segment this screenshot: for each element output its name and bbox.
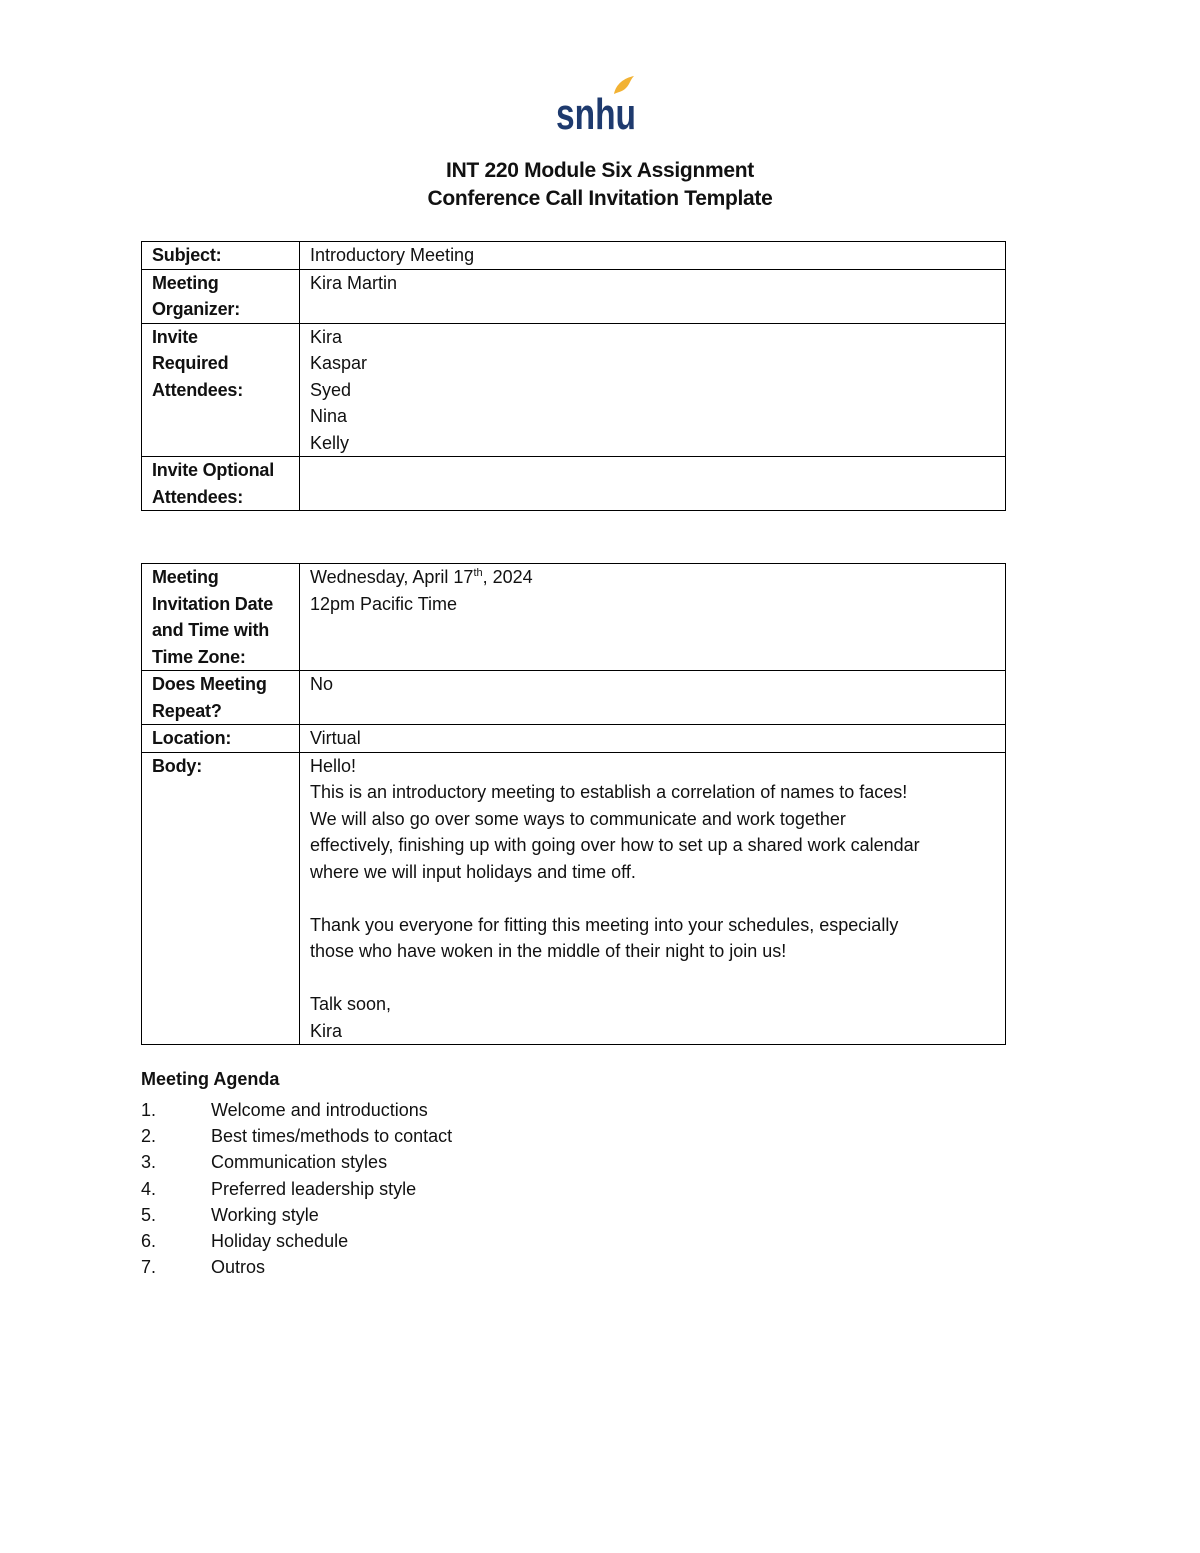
optional-attendees-value <box>300 457 1006 511</box>
datetime-row <box>142 564 1006 671</box>
list-item: 3. Communication styles <box>141 1152 388 1173</box>
meeting-time: 12pm Pacific Time <box>310 593 458 614</box>
body-value: Hello! This is an introductory meeting to establish a correlation of names to faces! We will also go over some ways to communicate and work together effectively, finishing up with going over how to set up a shared work calendar where we will input holidays and time off. Thank you everyone for fitting this meeting into your schedules, especially those who have woken in the middle of their night to join us! Talk soon, Kira <box>300 752 1006 1045</box>
repeat-label: Does Meeting Repeat? <box>142 671 300 725</box>
attendee-name: Nina <box>310 406 348 426</box>
list-item: 2. Best times/methods to contact <box>141 1126 453 1147</box>
optional-attendees-label: Invite Optional Attendees: <box>142 457 300 511</box>
agenda-title: Meeting Agenda <box>141 1069 280 1089</box>
attendees-table <box>141 241 1006 511</box>
repeat-value: No <box>300 671 1006 725</box>
required-attendees-row <box>142 323 1006 457</box>
optional-attendees-row <box>142 457 1006 511</box>
repeat-row <box>142 671 1006 725</box>
meeting-details-table <box>141 563 1006 1045</box>
attendee-name: Syed <box>310 379 352 400</box>
location-label: Location: <box>142 725 300 753</box>
body-label: Body: <box>142 752 300 1045</box>
required-attendees-label: Invite Required Attendees: <box>142 323 300 457</box>
location-row <box>142 725 1006 753</box>
document-subtitle: Conference Call Invitation Template <box>427 187 773 210</box>
list-item: 1. Welcome and introductions <box>141 1100 428 1120</box>
subject-value: Introductory Meeting <box>300 242 1006 270</box>
attendee-name: Kaspar <box>310 353 368 373</box>
agenda-list <box>141 1097 452 1280</box>
location-value: Virtual <box>300 725 1006 753</box>
snhu-logo <box>556 74 640 139</box>
meeting-date: Wednesday, April 17th, 2024 <box>310 567 533 587</box>
attendee-name: Kira <box>310 326 343 347</box>
subject-row <box>142 242 1006 270</box>
list-item: 7. Outros <box>141 1257 266 1278</box>
list-item: 6. Holiday schedule <box>141 1231 349 1252</box>
organizer-value: Kira Martin <box>300 269 1006 323</box>
list-item: 4. Preferred leadership style <box>141 1178 417 1199</box>
document-title: INT 220 Module Six Assignment <box>446 159 754 182</box>
required-attendees-value <box>300 323 1006 457</box>
logo-text: snhu <box>556 90 636 139</box>
subject-label: Subject: <box>142 242 300 270</box>
body-row <box>142 752 1006 1045</box>
datetime-label: Meeting Invitation Date and Time with Time Zone: <box>142 564 300 671</box>
attendee-name: Kelly <box>310 432 350 453</box>
list-item: 5. Working style <box>141 1204 319 1225</box>
organizer-label: Meeting Organizer: <box>142 269 300 323</box>
datetime-value <box>300 564 1006 671</box>
organizer-row <box>142 269 1006 323</box>
